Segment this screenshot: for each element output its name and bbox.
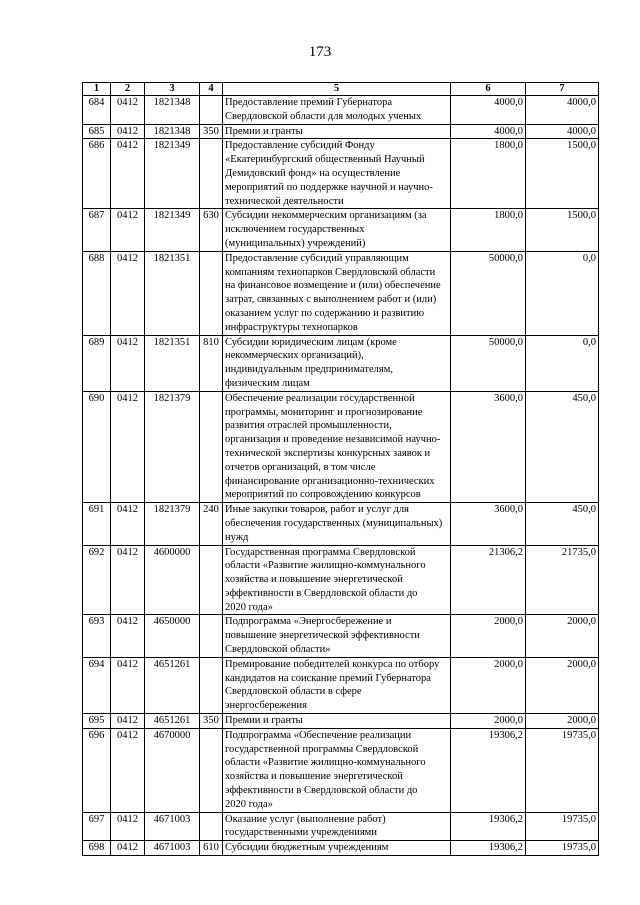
table-row (83, 714, 599, 729)
description-text: Субсидии юридическим лицам (кроме некоммерческих организаций), индивидуальным предпринимателям, физическим лицам (225, 336, 397, 389)
table-row (83, 615, 599, 657)
amount-col7: 2000,0 (526, 615, 599, 657)
expense-type-code (200, 251, 223, 335)
col-header: 5 (223, 83, 451, 96)
section-code: 0412 (111, 139, 145, 209)
expense-type-code: 630 (200, 209, 223, 251)
expense-type-code (200, 657, 223, 713)
row-number: 695 (83, 714, 111, 729)
expense-type-code: 810 (200, 335, 223, 391)
header-row (83, 83, 599, 96)
budget-table (82, 82, 599, 856)
description-text: Премии и гранты (225, 125, 303, 137)
description-text: Субсидии некоммерческим организациям (за исключением государственных (муниципальных) учреждений) (225, 210, 427, 249)
section-code: 0412 (111, 391, 145, 502)
table-row (83, 841, 599, 856)
amount-col7: 19735,0 (526, 812, 599, 841)
amount-col6: 1800,0 (451, 209, 526, 251)
section-code: 0412 (111, 209, 145, 251)
table-row (83, 251, 599, 335)
section-code: 0412 (111, 812, 145, 841)
row-number: 687 (83, 209, 111, 251)
target-item-code: 4671003 (145, 812, 200, 841)
row-number: 697 (83, 812, 111, 841)
row-description (223, 714, 451, 729)
row-description (223, 545, 451, 615)
description-text: Предоставление премий Губернатора Свердловской области для молодых ученых (225, 97, 422, 122)
amount-col6: 50000,0 (451, 335, 526, 391)
description-text: Иные закупки товаров, работ и услуг для обеспечения государственных (муниципальных) нужд (225, 504, 443, 543)
section-code: 0412 (111, 335, 145, 391)
target-item-code: 1821379 (145, 391, 200, 502)
table-row (83, 545, 599, 615)
row-number: 690 (83, 391, 111, 502)
target-item-code: 4670000 (145, 728, 200, 812)
expense-type-code: 350 (200, 124, 223, 139)
row-number: 692 (83, 545, 111, 615)
section-code: 0412 (111, 728, 145, 812)
expense-type-code (200, 728, 223, 812)
page-number: 173 (308, 44, 332, 60)
target-item-code: 1821348 (145, 124, 200, 139)
amount-col7: 21735,0 (526, 545, 599, 615)
amount-col6: 19306,2 (451, 812, 526, 841)
section-code: 0412 (111, 96, 145, 125)
description-text: Премии и гранты (225, 715, 303, 727)
target-item-code: 1821349 (145, 139, 200, 209)
expense-type-code (200, 391, 223, 502)
amount-col6: 1800,0 (451, 139, 526, 209)
table-row (83, 812, 599, 841)
row-number: 689 (83, 335, 111, 391)
row-number: 684 (83, 96, 111, 125)
description-text: Государственная программа Свердловской области «Развитие жилищно-коммунального хозяйства и повышение энергетической эффективности в Свердловской области до 2020 года» (225, 546, 426, 613)
row-number: 693 (83, 615, 111, 657)
row-description (223, 251, 451, 335)
row-number: 696 (83, 728, 111, 812)
expense-type-code: 610 (200, 841, 223, 856)
section-code: 0412 (111, 251, 145, 335)
description-text: Предоставление субсидий Фонду «Екатеринбургский общественный Научный Демидовский фонд» на осуществление мероприятий по поддержке научной и научно- технической деятельности (225, 140, 433, 207)
table-row (83, 209, 599, 251)
row-description (223, 657, 451, 713)
description-text: Подпрограмма «Обеспечение реализации государственной программы Свердловской области «Развитие жилищно-коммунального хозяйства и повышение энергетической эффективности в Свердловской области до 2020 года» (225, 729, 426, 810)
target-item-code: 1821351 (145, 251, 200, 335)
amount-col7: 19735,0 (526, 841, 599, 856)
target-item-code: 4651261 (145, 714, 200, 729)
amount-col6: 4000,0 (451, 96, 526, 125)
section-code: 0412 (111, 657, 145, 713)
row-description (223, 615, 451, 657)
target-item-code: 4650000 (145, 615, 200, 657)
row-description (223, 503, 451, 545)
target-item-code: 4651261 (145, 657, 200, 713)
amount-col6: 2000,0 (451, 714, 526, 729)
target-item-code: 1821348 (145, 96, 200, 125)
expense-type-code: 350 (200, 714, 223, 729)
table-row (83, 728, 599, 812)
expense-type-code (200, 545, 223, 615)
amount-col6: 3600,0 (451, 503, 526, 545)
description-text: Премирование победителей конкурса по отбору кандидатов на соискание премий Губернатора Свердловской области в сфере энергосбережения (225, 658, 440, 712)
expense-type-code (200, 615, 223, 657)
amount-col6: 19306,2 (451, 841, 526, 856)
row-description (223, 841, 451, 856)
row-description (223, 391, 451, 502)
section-code: 0412 (111, 503, 145, 545)
amount-col6: 2000,0 (451, 615, 526, 657)
section-code: 0412 (111, 714, 145, 729)
target-item-code: 4671003 (145, 841, 200, 856)
expense-type-code (200, 812, 223, 841)
amount-col7: 450,0 (526, 391, 599, 502)
target-item-code: 4600000 (145, 545, 200, 615)
expense-type-code: 240 (200, 503, 223, 545)
table-row (83, 657, 599, 713)
amount-col7: 1500,0 (526, 139, 599, 209)
row-description (223, 335, 451, 391)
table-row (83, 139, 599, 209)
table-row (83, 503, 599, 545)
amount-col7: 1500,0 (526, 209, 599, 251)
row-number: 698 (83, 841, 111, 856)
description-text: Субсидии бюджетным учреждениям (225, 842, 389, 854)
row-number: 694 (83, 657, 111, 713)
amount-col6: 2000,0 (451, 657, 526, 713)
row-number: 685 (83, 124, 111, 139)
amount-col7: 4000,0 (526, 96, 599, 125)
row-description (223, 209, 451, 251)
amount-col6: 4000,0 (451, 124, 526, 139)
col-header: 2 (111, 83, 145, 96)
amount-col7: 19735,0 (526, 728, 599, 812)
amount-col7: 0,0 (526, 251, 599, 335)
amount-col7: 2000,0 (526, 714, 599, 729)
expense-type-code (200, 139, 223, 209)
table-row (83, 96, 599, 125)
description-text: Подпрограмма «Энергосбережение и повышение энергетической эффективности Свердловской области» (225, 616, 420, 656)
row-number: 688 (83, 251, 111, 335)
amount-col7: 2000,0 (526, 657, 599, 713)
row-description (223, 96, 451, 125)
amount-col6: 21306,2 (451, 545, 526, 615)
row-description (223, 728, 451, 812)
amount-col7: 0,0 (526, 335, 599, 391)
target-item-code: 1821351 (145, 335, 200, 391)
amount-col6: 3600,0 (451, 391, 526, 502)
description-text: Предоставление субсидий управляющим компаниям технопарков Свердловской области на финансовое возмещение и (или) обеспечение затрат, связанных с выполнением работ и (или) оказанием услуг по содержанию и развитию инфраструктуры технопарков (225, 252, 441, 333)
col-header: 3 (145, 83, 200, 96)
section-code: 0412 (111, 545, 145, 615)
amount-col6: 50000,0 (451, 251, 526, 335)
row-description (223, 139, 451, 209)
target-item-code: 1821349 (145, 209, 200, 251)
expense-type-code (200, 96, 223, 125)
row-number: 686 (83, 139, 111, 209)
amount-col7: 450,0 (526, 503, 599, 545)
target-item-code: 1821379 (145, 503, 200, 545)
col-header: 6 (451, 83, 526, 96)
row-description (223, 124, 451, 139)
section-code: 0412 (111, 841, 145, 856)
table-row (83, 124, 599, 139)
amount-col7: 4000,0 (526, 124, 599, 139)
row-number: 691 (83, 503, 111, 545)
row-description (223, 812, 451, 841)
table-row (83, 335, 599, 391)
section-code: 0412 (111, 615, 145, 657)
table-row (83, 391, 599, 502)
description-text: Оказание услуг (выполнение работ) государственными учреждениями (225, 813, 386, 839)
col-header: 1 (83, 83, 111, 96)
col-header: 4 (200, 83, 223, 96)
description-text: Обеспечение реализации государственной программы, мониторинг и прогнозирование развития отраслей промышленности, организация и проведение независимой научно- технической экспертизы конкурсных заявок и отчетов организаций, в том числе финансирование организационно-технических мероприятий по сопровождению конкурсов (225, 392, 441, 501)
section-code: 0412 (111, 124, 145, 139)
amount-col6: 19306,2 (451, 728, 526, 812)
col-header: 7 (526, 83, 599, 96)
